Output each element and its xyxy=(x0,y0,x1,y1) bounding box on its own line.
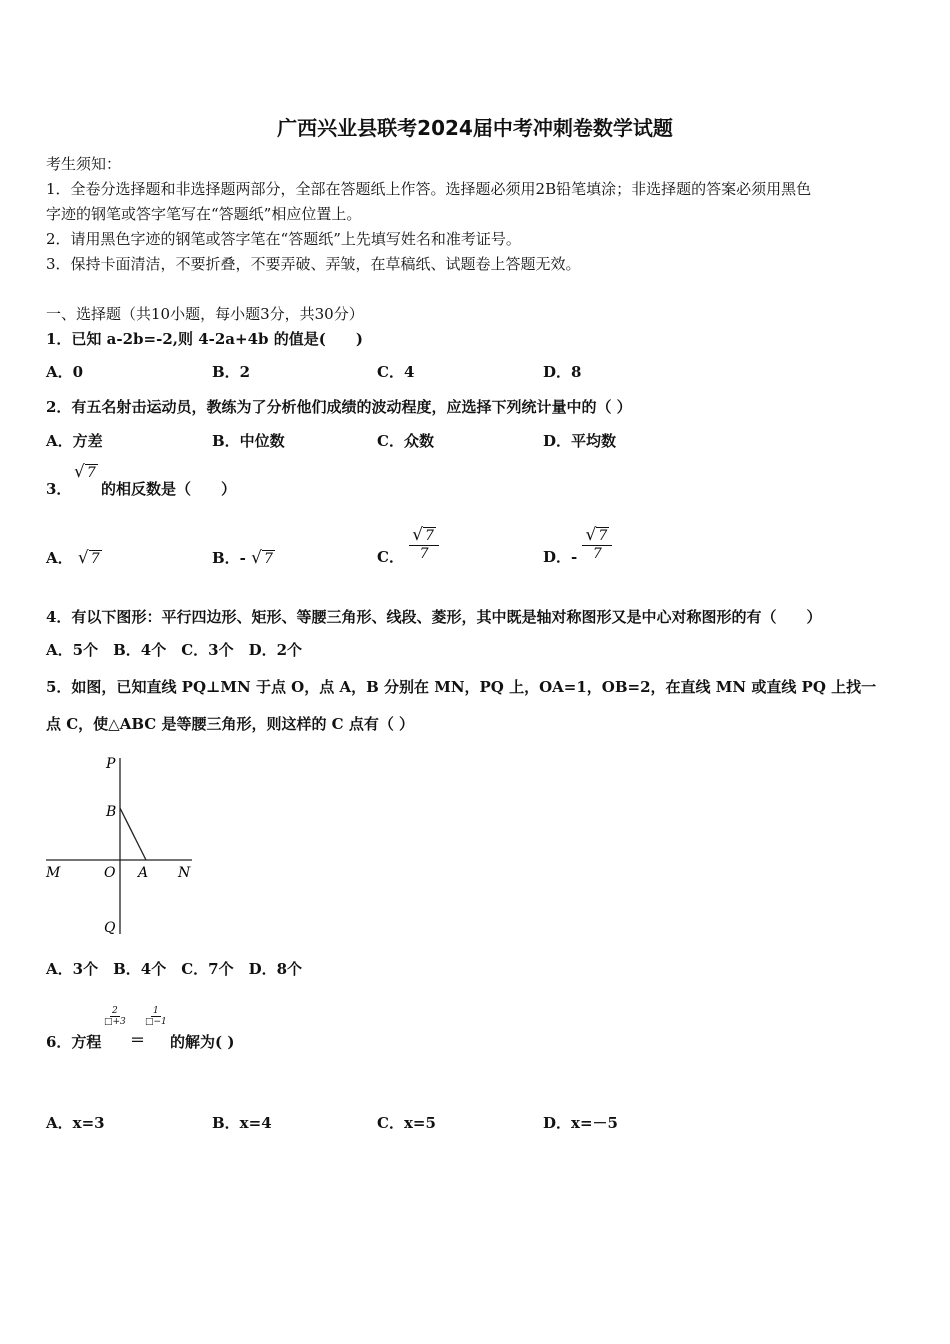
label-m: M xyxy=(46,865,61,881)
q3-number: 3． xyxy=(46,480,72,498)
q3-a-radicand: 7 xyxy=(90,551,100,567)
q2-option-c[interactable]: C．众数 xyxy=(377,432,434,450)
q3-a-label: A． xyxy=(46,549,73,567)
label-n: N xyxy=(178,865,191,881)
q6-option-a[interactable]: A．x=3 xyxy=(46,1114,105,1132)
q3-b-radicand: 7 xyxy=(263,551,273,567)
q3-option-d[interactable]: D．- $\frac{√ 7}{7}$ xyxy=(543,520,612,567)
q3-radicand: 7 xyxy=(86,465,96,481)
notice-item-2: 2．请用黑色字迹的钢笔或答字笔在“答题纸”上先填写姓名和准考证号。 xyxy=(46,230,521,248)
q3-c-radicand: 7 xyxy=(425,528,434,544)
q3-c-label: C． xyxy=(377,548,404,566)
notice-item-1: 1．全卷分选择题和非选择题两部分，全部在答题纸上作答。选择题必须用2B铅笔填涂；非选择题的答案必须用黑色 xyxy=(46,180,812,198)
q1-option-d[interactable]: D．8 xyxy=(543,363,582,381)
q2-option-d[interactable]: D．平均数 xyxy=(543,432,617,450)
q6-frac1-num: 2 xyxy=(112,1006,118,1016)
q3-d-radicand: 7 xyxy=(598,528,608,544)
notice-item-1-cont: 字迹的钢笔或答字笔写在“答题纸”相应位置上。 xyxy=(46,205,362,223)
q5-figure xyxy=(40,752,205,942)
page-title: 广西兴业县联考2024届中考冲刺卷数学试题 xyxy=(277,116,673,140)
label-q: Q xyxy=(104,920,116,936)
section-heading: 一、选择题（共10小题，每小题3分，共30分） xyxy=(46,305,364,323)
q2-option-a[interactable]: A．方差 xyxy=(46,432,103,450)
notice-item-3: 3．保持卡面清洁，不要折叠，不要弄破、弄皱，在草稿纸、试题卷上答题无效。 xyxy=(46,255,581,273)
label-p: P xyxy=(106,756,116,772)
q6-fraction-2 xyxy=(145,998,167,1027)
q6-equals: ＝ xyxy=(130,1031,146,1049)
q3-option-a[interactable]: A． √ 7 xyxy=(46,548,100,568)
q3-c-denominator: 7 xyxy=(419,546,429,562)
q1-option-c[interactable]: C．4 xyxy=(377,363,415,381)
q3-b-label: B．- xyxy=(212,549,246,567)
q2-stem: 2．有五名射击运动员，教练为了分析他们成绩的波动程度，应选择下列统计量中的（ ） xyxy=(46,398,632,416)
q6-fraction-1 xyxy=(104,998,126,1027)
q2-option-b[interactable]: B．中位数 xyxy=(212,432,285,450)
label-a: A xyxy=(138,865,149,881)
q6-suffix: 的解为( ) xyxy=(170,1033,235,1051)
q5-stem-line-2: 点 C，使△ABC 是等腰三角形，则这样的 C 点有（ ） xyxy=(46,715,415,733)
q6-option-b[interactable]: B．x=4 xyxy=(212,1114,272,1132)
q6-frac2-den: □−1 xyxy=(145,1017,167,1027)
label-b: B xyxy=(106,804,117,820)
q6-prefix: 6．方程 xyxy=(46,1033,102,1051)
notice-heading: 考生须知： xyxy=(46,155,122,173)
q6-frac2-num: 1 xyxy=(153,1006,159,1016)
q6-option-d[interactable]: D．x=－5 xyxy=(543,1114,618,1132)
q1-option-a[interactable]: A．0 xyxy=(46,363,84,381)
q4-options[interactable]: A．5个 B．4个 C．3个 D．2个 xyxy=(46,641,303,659)
q5-options[interactable]: A．3个 B．4个 C．7个 D．8个 xyxy=(46,960,303,978)
q3-d-denominator: 7 xyxy=(592,546,602,562)
q3-option-c[interactable]: C． $\frac{√ 7}{7}$ xyxy=(377,520,439,567)
q5-stem-line-1: 5．如图，已知直线 PQ⊥MN 于点 O，点 A，B 分别在 MN，PQ 上，OA=1，OB=2，在直线 MN 或直线 PQ 上找一 xyxy=(46,678,877,696)
q3-d-label: D．- xyxy=(543,548,578,566)
q6-frac1-den: □+3 xyxy=(104,1017,126,1027)
q3-sqrt: √ 7 xyxy=(74,462,96,482)
q4-stem: 4．有以下图形：平行四边形、矩形、等腰三角形、线段、菱形，其中既是轴对称图形又是中心对称图形的有（ ） xyxy=(46,608,822,626)
q1-option-b[interactable]: B．2 xyxy=(212,363,251,381)
label-o: O xyxy=(104,865,116,881)
q6-option-c[interactable]: C．x=5 xyxy=(377,1114,436,1132)
q3-stem-tail: 的相反数是（ ） xyxy=(101,480,237,498)
q3-option-b[interactable]: B．- √ 7 xyxy=(212,548,273,568)
q1-stem: 1．已知 a-2b=-2,则 4-2a+4b 的值是( ) xyxy=(46,330,363,348)
segment-ab xyxy=(120,808,146,860)
